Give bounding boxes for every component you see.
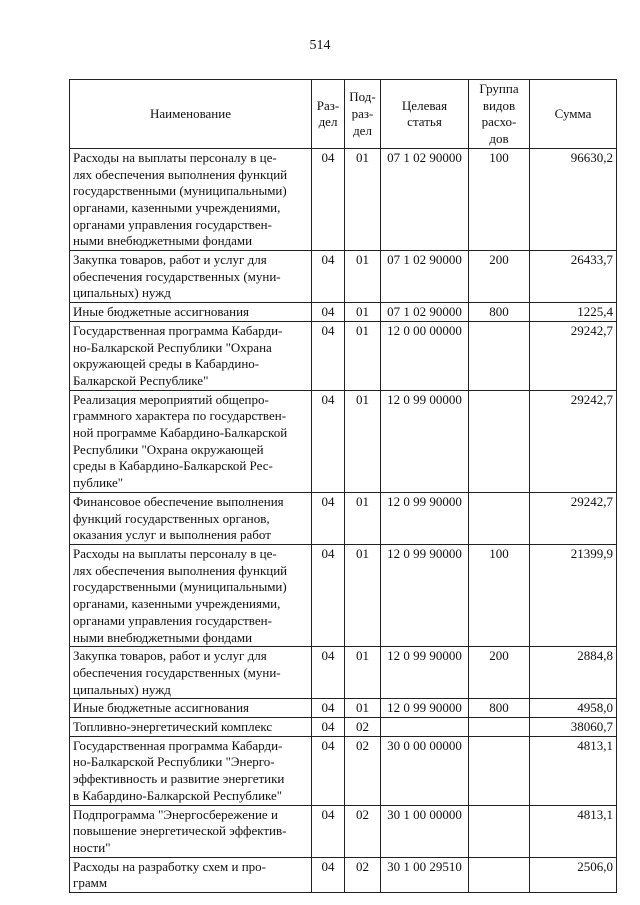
- cell-target: 30 0 00 00000: [381, 736, 469, 805]
- cell-section: 04: [312, 736, 345, 805]
- cell-section: 04: [312, 321, 345, 390]
- cell-amount: 29242,7: [530, 321, 617, 390]
- cell-section: 04: [312, 699, 345, 718]
- cell-section: 04: [312, 647, 345, 699]
- cell-section: 04: [312, 303, 345, 322]
- cell-expense-group: [469, 736, 530, 805]
- table-row: [70, 251, 617, 303]
- cell-target: 07 1 02 90000: [381, 251, 469, 303]
- cell-subsection: 01: [345, 699, 381, 718]
- table-row: [70, 321, 617, 390]
- cell-name: Подпрограмма "Энергосбережение и повышение энергетической эффектив- ности": [70, 805, 312, 857]
- cell-target: 12 0 00 00000: [381, 321, 469, 390]
- table-header-row: [70, 80, 617, 149]
- column-header-subsection: Под- раз- дел: [345, 80, 381, 149]
- cell-amount: 2884,8: [530, 647, 617, 699]
- cell-target: 12 0 99 90000: [381, 647, 469, 699]
- cell-target: 07 1 02 90000: [381, 148, 469, 250]
- cell-target: 12 0 99 90000: [381, 492, 469, 544]
- cell-amount: 29242,7: [530, 492, 617, 544]
- cell-subsection: 01: [345, 390, 381, 492]
- cell-section: 04: [312, 492, 345, 544]
- cell-target: 30 1 00 29510: [381, 857, 469, 892]
- table-row: [70, 303, 617, 322]
- cell-expense-group: 200: [469, 647, 530, 699]
- cell-subsection: 02: [345, 718, 381, 737]
- cell-expense-group: 800: [469, 699, 530, 718]
- cell-expense-group: 200: [469, 251, 530, 303]
- cell-target: 12 0 99 00000: [381, 390, 469, 492]
- cell-name: Расходы на выплаты персоналу в це- лях обеспечения выполнения функций государственными (муниципальными) органами, казенными учреждениями, органами управления государствен- ными внебюджетными фондами: [70, 544, 312, 646]
- table-row: [70, 857, 617, 892]
- cell-subsection: 01: [345, 544, 381, 646]
- column-header-expense-group: Группа видов расхо- дов: [469, 80, 530, 149]
- cell-name: Финансовое обеспечение выполнения функций государственных органов, оказания услуг и выполнения работ: [70, 492, 312, 544]
- table-row: [70, 699, 617, 718]
- cell-name: Иные бюджетные ассигнования: [70, 699, 312, 718]
- cell-expense-group: [469, 492, 530, 544]
- table-row: [70, 492, 617, 544]
- table-row: [70, 805, 617, 857]
- cell-amount: 1225,4: [530, 303, 617, 322]
- cell-target: 12 0 99 90000: [381, 699, 469, 718]
- cell-name: Расходы на разработку схем и про- грамм: [70, 857, 312, 892]
- column-header-target: Целевая статья: [381, 80, 469, 149]
- cell-name: Государственная программа Кабарди- но-Балкарской Республики "Энерго- эффективность и развитие энергетики в Кабардино-Балкарской Республике": [70, 736, 312, 805]
- cell-section: 04: [312, 390, 345, 492]
- column-header-name: Наименование: [70, 80, 312, 149]
- cell-name: Закупка товаров, работ и услуг для обеспечения государственных (муни- ципальных) нужд: [70, 647, 312, 699]
- cell-section: 04: [312, 251, 345, 303]
- cell-subsection: 01: [345, 647, 381, 699]
- cell-expense-group: [469, 390, 530, 492]
- cell-section: 04: [312, 148, 345, 250]
- cell-expense-group: 100: [469, 544, 530, 646]
- cell-expense-group: 800: [469, 303, 530, 322]
- cell-subsection: 02: [345, 857, 381, 892]
- cell-name: Расходы на выплаты персоналу в це- лях обеспечения выполнения функций государственными (муниципальными) органами, казенными учреждениями, органами управления государствен- ными внебюджетными фондами: [70, 148, 312, 250]
- cell-amount: 4813,1: [530, 805, 617, 857]
- cell-name: Топливно-энергетический комплекс: [70, 718, 312, 737]
- cell-subsection: 01: [345, 251, 381, 303]
- cell-subsection: 02: [345, 805, 381, 857]
- cell-subsection: 01: [345, 303, 381, 322]
- cell-amount: 38060,7: [530, 718, 617, 737]
- cell-amount: 4958,0: [530, 699, 617, 718]
- budget-table: [69, 79, 617, 893]
- cell-name: Реализация мероприятий общепро- граммного характера по государствен- ной программе Кабардино-Балкарской Республики "Охрана окружающей среды в Кабардино-Балкарской Рес- публике": [70, 390, 312, 492]
- cell-target: 07 1 02 90000: [381, 303, 469, 322]
- cell-section: 04: [312, 805, 345, 857]
- cell-amount: 96630,2: [530, 148, 617, 250]
- table-row: [70, 718, 617, 737]
- column-header-amount: Сумма: [530, 80, 617, 149]
- cell-subsection: 02: [345, 736, 381, 805]
- cell-name: Государственная программа Кабарди- но-Балкарской Республики "Охрана окружающей среды в Кабардино- Балкарской Республике": [70, 321, 312, 390]
- cell-target: 30 1 00 00000: [381, 805, 469, 857]
- cell-expense-group: [469, 857, 530, 892]
- cell-amount: 21399,9: [530, 544, 617, 646]
- column-header-section: Раз- дел: [312, 80, 345, 149]
- table-row: [70, 736, 617, 805]
- cell-name: Иные бюджетные ассигнования: [70, 303, 312, 322]
- cell-expense-group: 100: [469, 148, 530, 250]
- cell-subsection: 01: [345, 321, 381, 390]
- cell-section: 04: [312, 857, 345, 892]
- cell-target: [381, 718, 469, 737]
- table-row: [70, 390, 617, 492]
- cell-name: Закупка товаров, работ и услуг для обеспечения государственных (муни- ципальных) нужд: [70, 251, 312, 303]
- cell-section: 04: [312, 718, 345, 737]
- cell-amount: 29242,7: [530, 390, 617, 492]
- cell-amount: 2506,0: [530, 857, 617, 892]
- cell-target: 12 0 99 90000: [381, 544, 469, 646]
- page-number: 514: [309, 38, 331, 53]
- cell-subsection: 01: [345, 148, 381, 250]
- cell-subsection: 01: [345, 492, 381, 544]
- cell-amount: 4813,1: [530, 736, 617, 805]
- table-row: [70, 544, 617, 646]
- cell-section: 04: [312, 544, 345, 646]
- cell-expense-group: [469, 321, 530, 390]
- cell-amount: 26433,7: [530, 251, 617, 303]
- table-row: [70, 148, 617, 250]
- table-row: [70, 647, 617, 699]
- table-body: [70, 148, 617, 892]
- cell-expense-group: [469, 718, 530, 737]
- cell-expense-group: [469, 805, 530, 857]
